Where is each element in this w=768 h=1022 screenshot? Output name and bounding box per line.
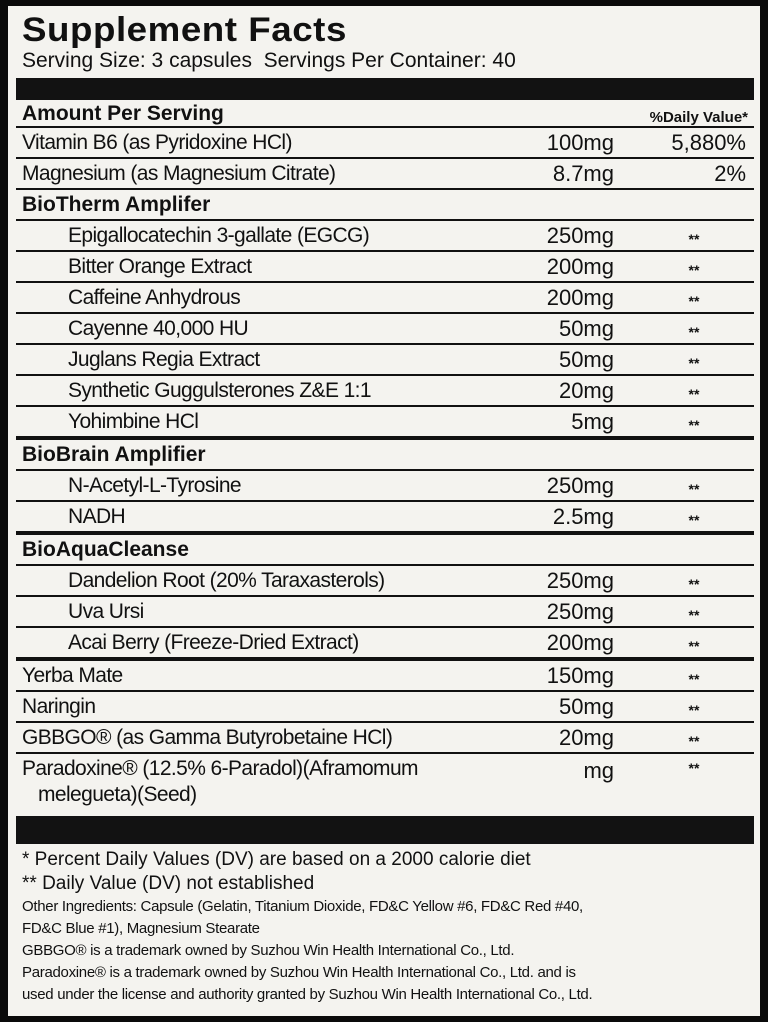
section-title: BioBrain Amplifier xyxy=(22,442,206,466)
ingredient-dv: ** xyxy=(688,231,700,247)
ingredient-row xyxy=(16,628,754,661)
section-biotherm xyxy=(16,190,754,221)
trademark-line3: used under the license and authority granted by Suzhou Win Health International Co., Ltd. xyxy=(22,986,593,1003)
ingredient-dv: ** xyxy=(688,607,700,623)
ingredient-name: Dandelion Root (20% Taraxasterols) xyxy=(68,568,385,592)
column-header xyxy=(16,100,754,128)
nutrient-name: Magnesium (as Magnesium Citrate) xyxy=(22,161,336,185)
section-title: BioTherm Amplifer xyxy=(22,192,211,216)
ingredient-row xyxy=(16,723,754,754)
nutrient-dv: 5,880% xyxy=(671,129,746,155)
section-title: BioAquaCleanse xyxy=(22,537,189,561)
daily-value-header: %Daily Value* xyxy=(649,109,748,126)
supplement-facts-panel xyxy=(8,6,760,1016)
ingredient-name: Synthetic Guggulsterones Z&E 1:1 xyxy=(68,378,371,402)
ingredient-dv: ** xyxy=(688,355,700,371)
ingredient-row-paradoxine xyxy=(16,754,754,812)
ingredient-name: Acai Berry (Freeze-Dried Extract) xyxy=(68,630,359,654)
ingredient-amount: 200mg xyxy=(546,629,614,655)
ingredient-row xyxy=(16,252,754,283)
ingredient-name: Yerba Mate xyxy=(22,663,123,687)
ingredient-dv: ** xyxy=(688,638,700,654)
ingredient-name: Naringin xyxy=(22,694,96,718)
ingredient-name: Yohimbine HCl xyxy=(68,409,199,433)
ingredient-amount: 250mg xyxy=(546,598,614,624)
section-biobrain xyxy=(16,440,754,471)
ingredient-row xyxy=(16,661,754,692)
ingredient-name: Uva Ursi xyxy=(68,599,144,623)
trademark-line2: Paradoxine® is a trademark owned by Suzhou Win Health International Co., Ltd. and is xyxy=(22,964,576,981)
ingredient-name: Caffeine Anhydrous xyxy=(68,285,241,309)
dv-footnote: * Percent Daily Values (DV) are based on a 2000 calorie diet xyxy=(22,849,531,870)
bottom-divider-bar xyxy=(16,816,754,844)
ingredient-name: Epigallocatechin 3-gallate (EGCG) xyxy=(68,223,370,247)
ingredient-dv: ** xyxy=(688,481,700,497)
ingredient-amount: 50mg xyxy=(558,693,614,719)
ingredient-name: Juglans Regia Extract xyxy=(68,347,260,371)
ingredient-amount: 20mg xyxy=(558,724,614,750)
ingredient-dv: ** xyxy=(688,293,700,309)
ingredient-amount: 150mg xyxy=(546,662,614,688)
ingredient-row xyxy=(16,597,754,628)
other-ingredients-line2: FD&C Blue #1), Magnesium Stearate xyxy=(22,920,260,937)
ingredient-row xyxy=(16,283,754,314)
nutrient-name: Vitamin B6 (as Pyridoxine HCl) xyxy=(22,130,292,154)
ingredient-row xyxy=(16,471,754,502)
ingredient-dv: ** xyxy=(688,733,700,749)
panel-title: Supplement Facts xyxy=(22,11,347,49)
ingredient-amount: 50mg xyxy=(558,315,614,341)
ingredient-dv: ** xyxy=(688,702,700,718)
ingredient-name-line1: Paradoxine® (12.5% 6-Paradol)(Aframomum xyxy=(22,757,418,780)
other-ingredients-line1: Other Ingredients: Capsule (Gelatin, Titanium Dioxide, FD&C Yellow #6, FD&C Red #40, xyxy=(22,898,583,915)
ingredient-amount: 250mg xyxy=(546,222,614,248)
ingredient-dv: ** xyxy=(688,760,700,776)
ingredient-row xyxy=(16,502,754,535)
ingredient-dv: ** xyxy=(688,512,700,528)
amount-per-serving-header: Amount Per Serving xyxy=(22,102,224,125)
nutrient-row xyxy=(16,128,754,159)
ingredient-row xyxy=(16,692,754,723)
ingredient-amount: 250mg xyxy=(546,567,614,593)
ingredient-amount: 200mg xyxy=(546,253,614,279)
ingredient-row xyxy=(16,376,754,407)
nutrient-row xyxy=(16,159,754,190)
ingredient-dv: ** xyxy=(688,671,700,687)
ingredient-row xyxy=(16,345,754,376)
ingredient-name xyxy=(22,756,418,808)
ingredient-amount: 50mg xyxy=(558,346,614,372)
ingredient-row xyxy=(16,314,754,345)
ingredient-dv: ** xyxy=(688,576,700,592)
ingredient-row xyxy=(16,566,754,597)
ingredient-amount: 20mg xyxy=(558,377,614,403)
top-divider-bar xyxy=(16,78,754,100)
ingredient-dv: ** xyxy=(688,324,700,340)
serving-info: Serving Size: 3 capsules Servings Per Container: 40 xyxy=(22,49,516,72)
section-bioaquacleanse xyxy=(16,535,754,566)
dv-not-established-footnote: ** Daily Value (DV) not established xyxy=(22,873,315,894)
nutrient-dv: 2% xyxy=(714,160,746,186)
ingredient-amount: mg xyxy=(583,758,614,783)
ingredient-name-line2: melegueta)(Seed) xyxy=(38,783,197,806)
ingredient-name: NADH xyxy=(68,504,126,528)
ingredient-name: GBBGO® (as Gamma Butyrobetaine HCl) xyxy=(22,725,393,749)
ingredient-row xyxy=(16,407,754,440)
ingredient-amount: 200mg xyxy=(546,284,614,310)
trademark-line1: GBBGO® is a trademark owned by Suzhou Win Health International Co., Ltd. xyxy=(22,942,515,959)
ingredient-dv: ** xyxy=(688,386,700,402)
ingredient-amount: 2.5mg xyxy=(552,503,614,529)
ingredient-dv: ** xyxy=(688,417,700,433)
ingredient-amount: 5mg xyxy=(571,408,614,434)
ingredient-name: Bitter Orange Extract xyxy=(68,254,252,278)
ingredient-name: Cayenne 40,000 HU xyxy=(68,316,249,340)
nutrient-amount: 100mg xyxy=(546,129,614,155)
ingredient-row xyxy=(16,221,754,252)
ingredient-amount: 250mg xyxy=(546,472,614,498)
ingredient-name: N-Acetyl-L-Tyrosine xyxy=(68,473,241,497)
nutrient-amount: 8.7mg xyxy=(552,160,614,186)
ingredient-dv: ** xyxy=(688,262,700,278)
